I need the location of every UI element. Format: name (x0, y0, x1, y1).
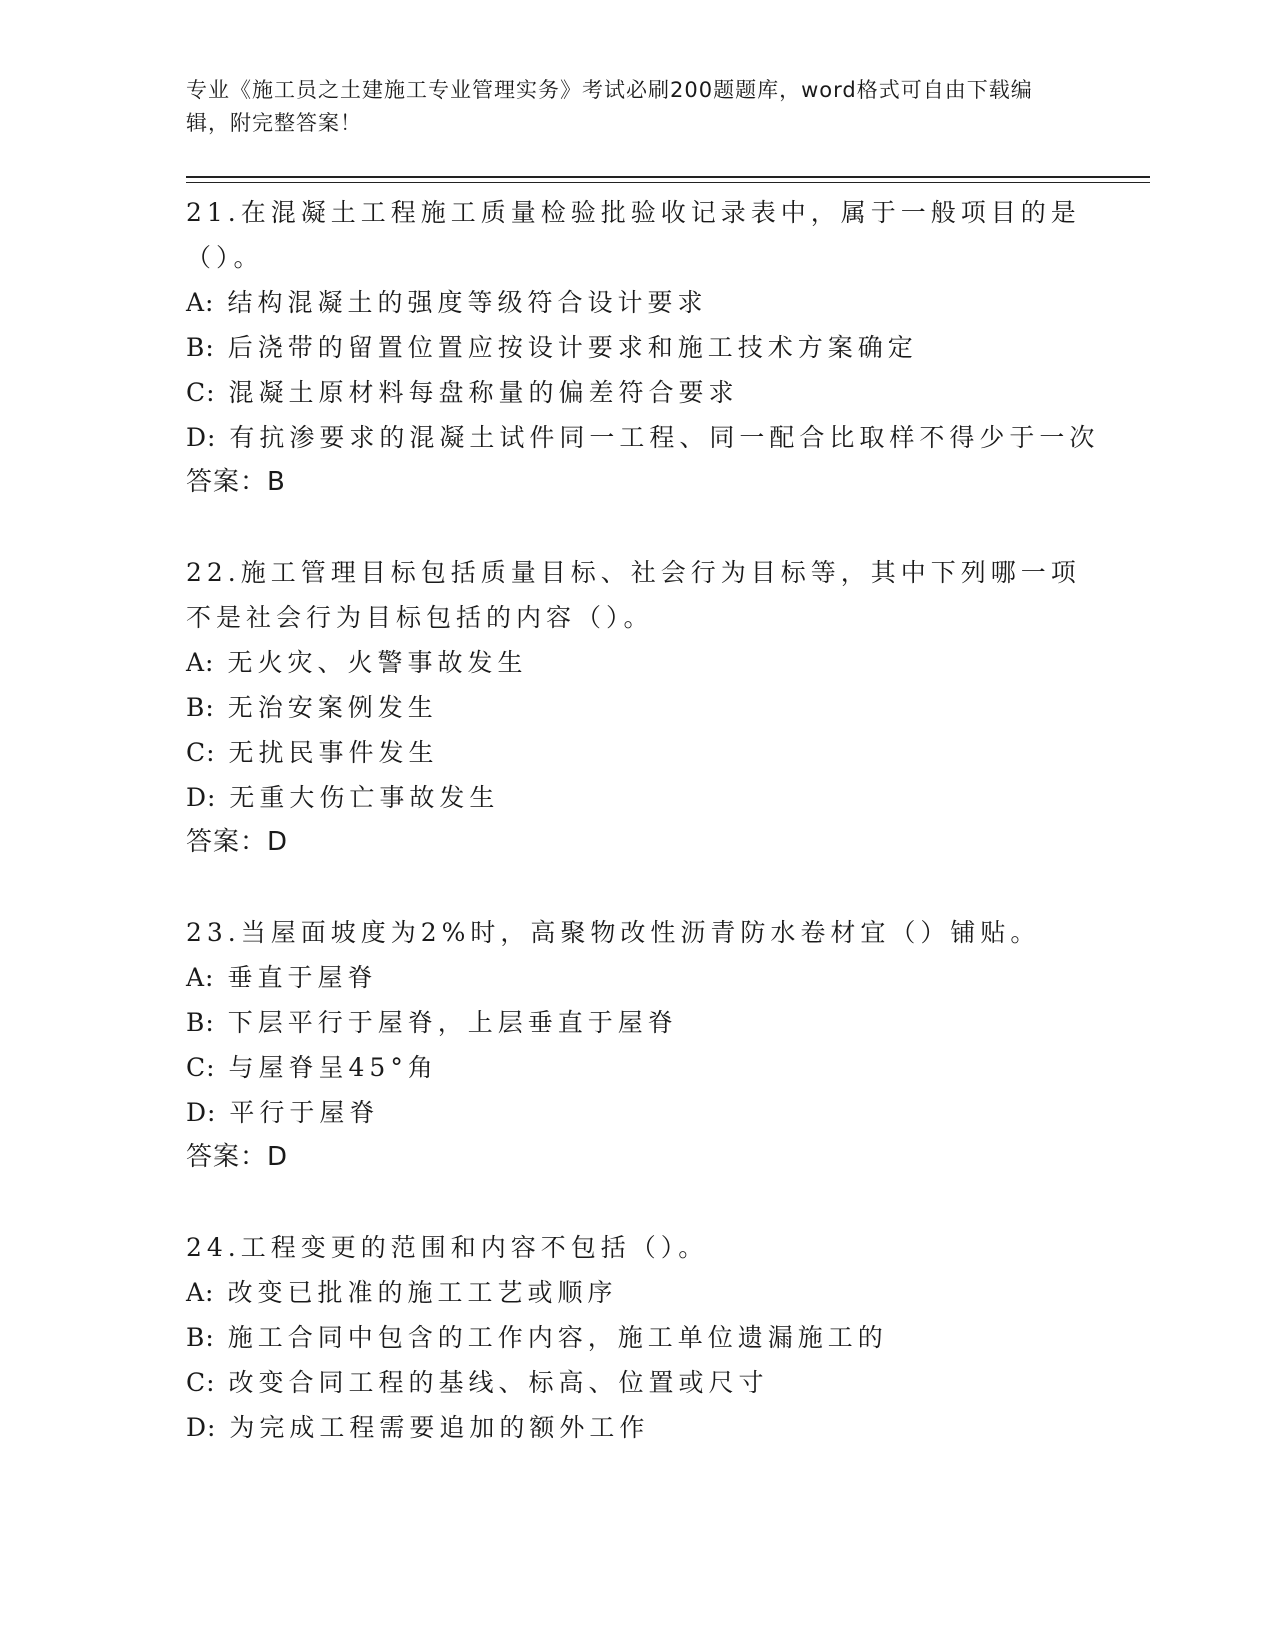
option-letter: A: (186, 1278, 215, 1307)
option-letter: C: (186, 738, 216, 767)
option-text: 与屋脊呈45°角 (228, 1053, 438, 1082)
option-c (186, 370, 1086, 415)
question-24 (186, 1225, 1086, 1450)
option-d (186, 1405, 1086, 1450)
option-text: 结构混凝土的强度等级符合设计要求 (227, 288, 708, 317)
option-letter: B: (186, 693, 215, 722)
option-letter: A: (186, 963, 215, 992)
question-stem: 21.在混凝土工程施工质量检验批验收记录表中，属于一般项目的是（）。 (186, 198, 1081, 272)
question-stem: 23.当屋面坡度为2%时，高聚物改性沥青防水卷材宜（）铺贴。 (186, 918, 1041, 947)
option-text: 施工合同中包含的工作内容，施工单位遗漏施工的 (227, 1323, 888, 1352)
option-text: 平行于屋脊 (229, 1098, 380, 1127)
question-stem: 24.工程变更的范围和内容不包括（）。 (186, 1233, 709, 1262)
option-letter: D: (186, 1098, 217, 1127)
option-c (186, 1360, 1086, 1405)
option-a (186, 955, 1086, 1000)
option-letter: D: (186, 783, 217, 812)
option-b (186, 325, 1086, 370)
option-b (186, 1315, 1086, 1360)
option-text: 无扰民事件发生 (228, 738, 439, 767)
option-b (186, 685, 1086, 730)
option-text: 改变已批准的施工工艺或顺序 (227, 1278, 618, 1307)
option-letter: A: (186, 648, 215, 677)
option-d (186, 775, 1086, 820)
option-letter: D: (186, 423, 217, 452)
option-text: 后浇带的留置位置应按设计要求和施工技术方案确定 (227, 333, 918, 362)
question-23 (186, 910, 1086, 1180)
option-d (186, 415, 1100, 460)
option-c (186, 730, 1086, 775)
option-text: 无火灾、火警事故发生 (227, 648, 528, 677)
option-text: 无治安案例发生 (227, 693, 438, 722)
option-letter: D: (186, 1413, 217, 1442)
answer-line: 答案：D (186, 1142, 289, 1172)
option-letter: B: (186, 1323, 215, 1352)
option-text: 改变合同工程的基线、标高、位置或尺寸 (228, 1368, 769, 1397)
document-header: 专业《施工员之土建施工专业管理实务》考试必刷200题题库，word格式可自由下载编辑，附完整答案！ (186, 78, 1033, 135)
option-letter: C: (186, 378, 216, 407)
answer-line: 答案：B (186, 467, 286, 497)
option-a (186, 640, 1086, 685)
option-text: 有抗渗要求的混凝土试件同一工程、同一配合比取样不得少于一次 (229, 423, 1100, 452)
header-rule-thin (186, 182, 1150, 183)
option-letter: C: (186, 1053, 216, 1082)
option-letter: B: (186, 1008, 215, 1037)
option-text: 下层平行于屋脊，上层垂直于屋脊 (227, 1008, 678, 1037)
answer-line: 答案：D (186, 827, 289, 857)
questions-list (186, 190, 1100, 1495)
question-22 (186, 550, 1086, 865)
option-letter: C: (186, 1368, 216, 1397)
option-text: 垂直于屋脊 (227, 963, 378, 992)
header-rule-thick (186, 176, 1150, 178)
option-letter: B: (186, 333, 215, 362)
option-c (186, 1045, 1086, 1090)
option-text: 无重大伤亡事故发生 (229, 783, 500, 812)
option-text: 混凝土原材料每盘称量的偏差符合要求 (228, 378, 739, 407)
option-d (186, 1090, 1086, 1135)
question-stem: 22.施工管理目标包括质量目标、社会行为目标等，其中下列哪一项不是社会行为目标包括的内容（）。 (186, 558, 1081, 632)
question-21 (186, 190, 1100, 505)
option-b (186, 1000, 1086, 1045)
option-letter: A: (186, 288, 215, 317)
option-text: 为完成工程需要追加的额外工作 (229, 1413, 650, 1442)
option-a (186, 280, 1086, 325)
option-a (186, 1270, 1086, 1315)
